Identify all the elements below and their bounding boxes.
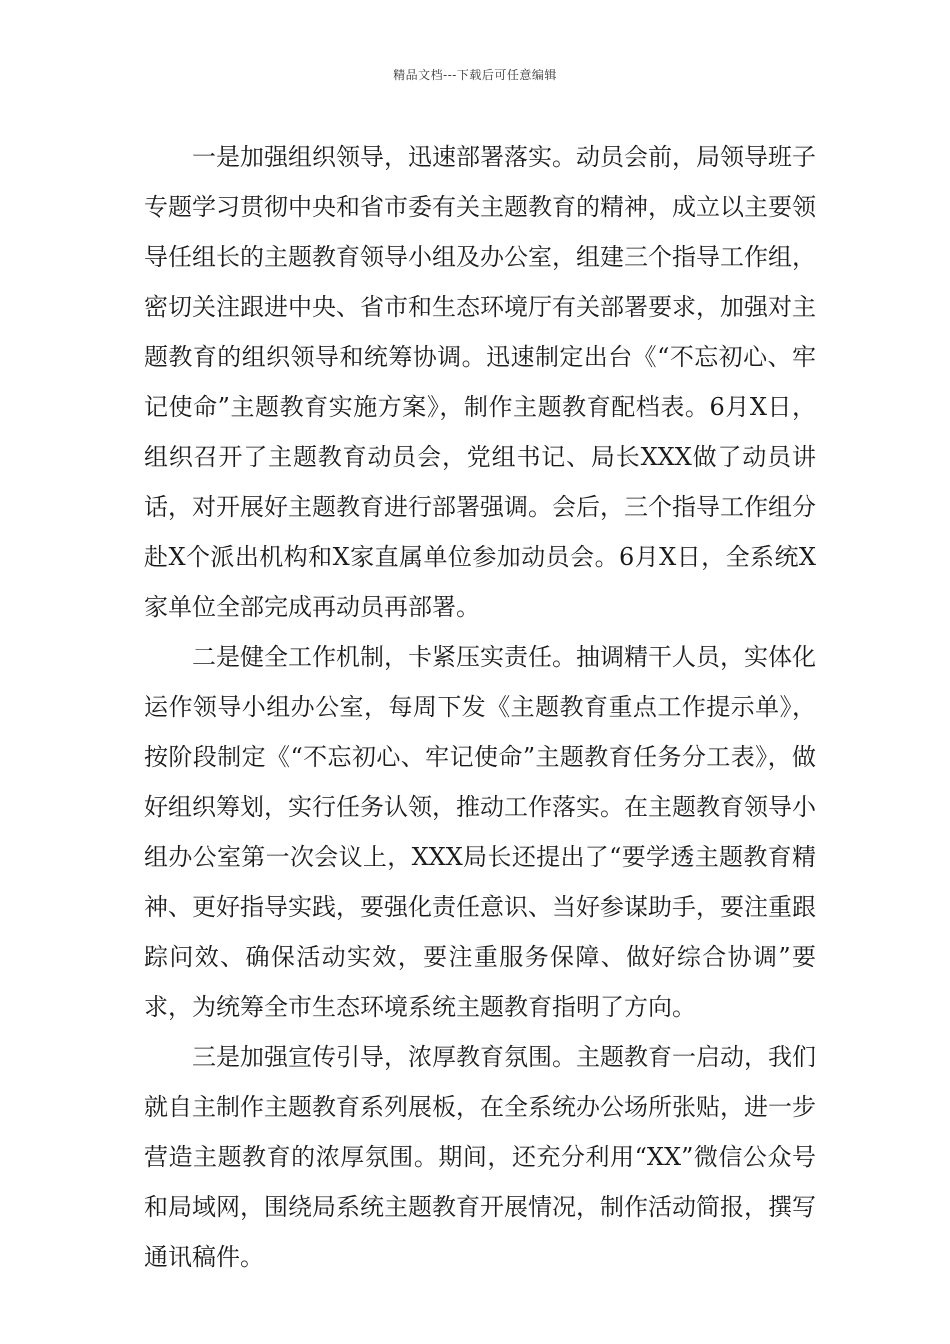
page-header: 精品文档---下载后可任意编辑	[393, 68, 557, 82]
paragraph-publicity-guidance: 三是加强宣传引导，浓厚教育氛围。主题教育一启动，我们就自主制作主题教育系列展板，在全系统办公场所张贴，进一步营造主题教育的浓厚氛围。期间，还充分利用“XX”微信公众号和局域网，围绕局系统主题教育开展情况，制作活动简报，撰写通讯稿件。	[144, 1043, 816, 1271]
paragraph-work-mechanism: 二是健全工作机制，卡紧压实责任。抽调精干人员，实体化运作领导小组办公室，每周下发《主题教育重点工作提示单》，按阶段制定《“不忘初心、牢记使命”主题教育任务分工表》，做好组织筹划，实行任务认领，推动工作落实。在主题教育领导小组办公室第一次会议上，XXX局长还提出了“要学透主题教育精神、更好指导实践，要强化责任意识、当好参谋助手，要注重跟踪问效、确保活动实效，要注重服务保障、做好综合协调”要求，为统筹全市生态环境系统主题教育指明了方向。	[144, 643, 816, 1021]
document-body	[144, 132, 816, 1282]
paragraph-organization-leadership: 一是加强组织领导，迅速部署落实。动员会前，局领导班子专题学习贯彻中央和省市委有关主题教育的精神，成立以主要领导任组长的主题教育领导小组及办公室，组建三个指导工作组，密切关注跟进中央、省市和生态环境厅有关部署要求，加强对主题教育的组织领导和统筹协调。迅速制定出台《“不忘初心、牢记使命”主题教育实施方案》，制作主题教育配档表。6月X日，组织召开了主题教育动员会，党组书记、局长XXX做了动员讲话，对开展好主题教育进行部署强调。会后，三个指导工作组分赴X个派出机构和X家直属单位参加动员会。6月X日，全系统X家单位全部完成再动员再部署。	[144, 143, 816, 621]
